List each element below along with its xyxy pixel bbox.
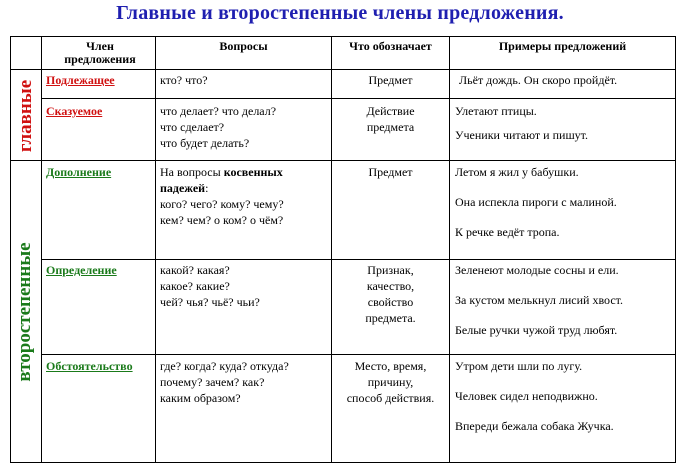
row-attribute-questions	[160, 262, 330, 310]
meaning-line: качество,	[366, 279, 415, 293]
question-line: какой? какая?	[160, 263, 230, 277]
row-predicate-examples	[455, 103, 673, 143]
row-subject-questions	[160, 72, 330, 88]
meaning-line: свойство	[367, 295, 414, 309]
column-divider	[449, 36, 450, 463]
row-object-examples	[455, 164, 673, 240]
row-subject-meaning: Предмет	[368, 73, 413, 87]
row-predicate-questions	[160, 103, 330, 151]
row-object-name	[46, 164, 154, 180]
example-line: Человек сидел неподвижно.	[455, 389, 598, 403]
row-adverbial-questions	[160, 358, 330, 406]
column-divider	[41, 36, 42, 463]
row-attribute-name	[46, 262, 154, 278]
header-examples: Примеры предложений	[498, 39, 627, 53]
meaning-line: Действие	[366, 104, 415, 118]
example-line: Утром дети шли по лугу.	[455, 359, 583, 373]
question-line: каким образом?	[160, 391, 241, 405]
question-line: кого? чего? кому? чему?	[160, 197, 284, 211]
group-divider	[10, 160, 676, 161]
header-divider	[10, 69, 676, 70]
subject-label: Подлежащее	[46, 73, 115, 87]
meaning-line: способ действия.	[346, 391, 435, 405]
question-line: почему? зачем? как?	[160, 375, 265, 389]
question-line: что делает? что делал?	[160, 104, 277, 118]
question-line: какое? какие?	[160, 279, 230, 293]
example-line: Зеленеют молодые сосны и ели.	[455, 263, 619, 277]
row-divider	[41, 98, 676, 99]
example-line: Улетают птицы.	[455, 104, 537, 118]
question-line: чей? чья? чьё? чьи?	[160, 295, 260, 309]
example-line: За кустом мелькнул лисий хвост.	[455, 293, 623, 307]
question-suffix: :	[205, 181, 209, 195]
row-divider	[41, 354, 676, 355]
table-border-bottom	[10, 462, 676, 463]
header-questions: Вопросы	[219, 39, 268, 53]
group-label-secondary: второстепенные	[14, 242, 35, 382]
question-line: где? когда? куда? откуда?	[160, 359, 289, 373]
row-adverbial-name	[46, 358, 154, 374]
row-divider	[41, 259, 676, 260]
page-title: Главные и второстепенные члены предложения.	[116, 2, 564, 24]
example-line: Белые ручки чужой труд любят.	[455, 323, 618, 337]
question-bold: косвенных падежей	[160, 165, 283, 195]
table-border-right	[675, 36, 676, 463]
example-line: Впереди бежала собака Жучка.	[455, 419, 614, 433]
table-border-top	[10, 36, 676, 37]
row-attribute-meaning	[332, 262, 449, 326]
header-member: Член предложения	[64, 39, 136, 66]
meaning-line: предмета.	[365, 311, 416, 325]
example-line: Льёт дождь. Он скоро пройдёт.	[459, 73, 618, 87]
adverbial-label: Обстоятельство	[46, 359, 133, 373]
header-meaning: Что обозначает	[349, 39, 432, 53]
meaning-line: Место, время,	[354, 359, 427, 373]
row-predicate-meaning	[332, 103, 449, 135]
row-predicate-name	[46, 103, 154, 119]
question-prefix: На вопросы	[160, 165, 224, 179]
meaning-line: предмета	[366, 120, 415, 134]
meaning-line: Признак,	[367, 263, 414, 277]
predicate-label: Сказуемое	[46, 104, 103, 118]
row-adverbial-examples	[455, 358, 673, 434]
question-line: кем? чем? о ком? о чём?	[160, 213, 284, 227]
row-adverbial-meaning	[332, 358, 449, 406]
example-line: Ученики читают и пишут.	[455, 128, 589, 142]
row-subject-name	[46, 72, 154, 88]
group-label-main: главные	[15, 79, 36, 153]
row-subject-examples	[459, 72, 673, 88]
table-border-left	[10, 36, 11, 463]
example-line: К речке ведёт тропа.	[455, 225, 560, 239]
meaning-line: причину,	[367, 375, 414, 389]
row-object-meaning: Предмет	[368, 165, 413, 179]
column-divider	[155, 36, 156, 463]
question-line: что сделает?	[160, 120, 225, 134]
question-line: кто? что?	[160, 73, 208, 87]
attribute-label: Определение	[46, 263, 117, 277]
question-line: что будет делать?	[160, 136, 250, 150]
row-attribute-examples	[455, 262, 673, 338]
object-label: Дополнение	[46, 165, 112, 179]
example-line: Летом я жил у бабушки.	[455, 165, 579, 179]
row-object-questions	[160, 164, 330, 228]
example-line: Она испекла пироги с малиной.	[455, 195, 617, 209]
